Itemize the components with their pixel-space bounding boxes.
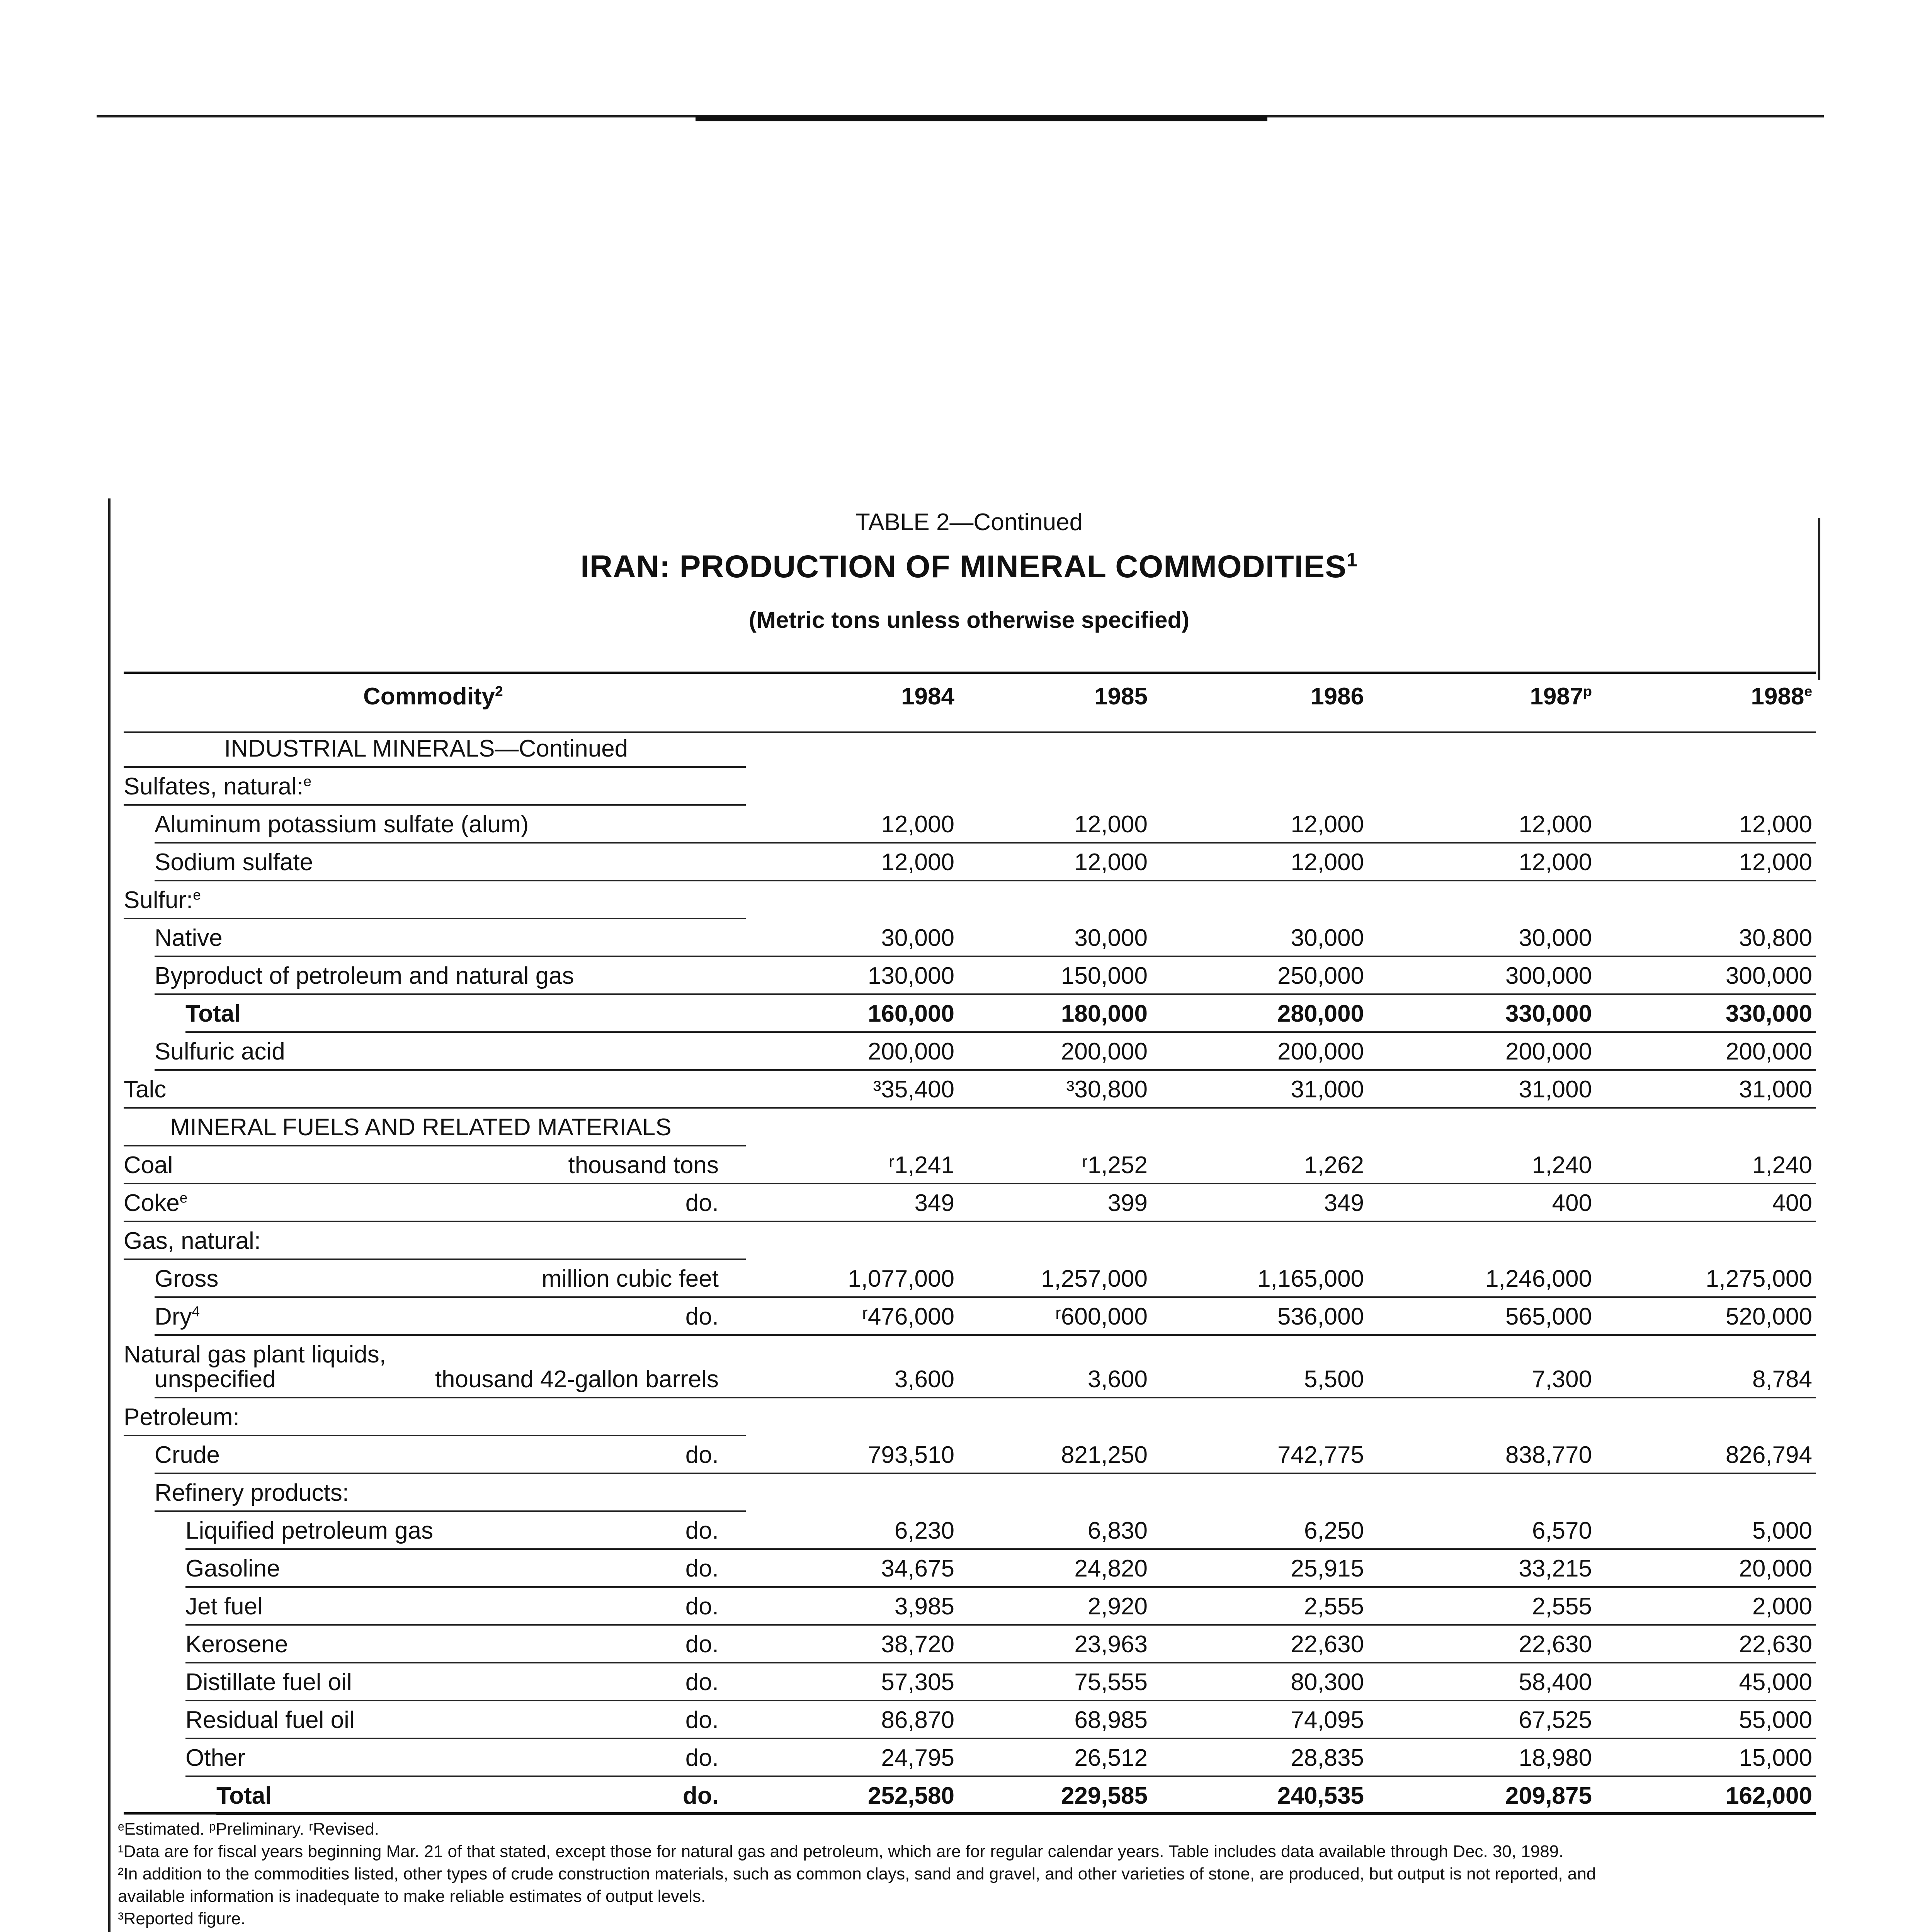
value-cell: 5,000: [1752, 1517, 1812, 1544]
value-cell: 6,570: [1532, 1517, 1592, 1544]
row-rule: [155, 1510, 746, 1512]
value-cell: 821,250: [1061, 1442, 1148, 1468]
value-cell: 25,915: [1291, 1555, 1364, 1582]
value-cell: 26,512: [1074, 1745, 1148, 1771]
row-rule: [185, 1662, 1816, 1663]
row-unit: thousand 42-gallon barrels: [435, 1366, 719, 1393]
value-cell: 12,000: [1074, 849, 1148, 876]
row-unit: do.: [685, 1190, 719, 1216]
table-row: [0, 1362, 1932, 1397]
row-label: Refinery products:: [155, 1480, 349, 1506]
value-cell: 200,000: [1505, 1038, 1592, 1065]
row-rule: [124, 1145, 746, 1146]
value-cell: 86,870: [881, 1707, 954, 1733]
value-cell: 742,775: [1277, 1442, 1364, 1468]
row-label: Gasoline: [185, 1555, 280, 1582]
table-caption: TABLE 2—Continued: [855, 509, 1083, 536]
value-cell: 826,794: [1725, 1442, 1812, 1468]
value-cell: 349: [1324, 1190, 1364, 1216]
value-cell: 5,500: [1304, 1366, 1364, 1393]
row-unit: do.: [683, 1782, 719, 1809]
value-cell: 6,250: [1304, 1517, 1364, 1544]
value-cell: 38,720: [881, 1631, 954, 1658]
value-cell: 2,000: [1752, 1593, 1812, 1620]
value-cell: 209,875: [1505, 1782, 1592, 1809]
value-cell: 12,000: [1074, 811, 1148, 838]
value-cell: 24,820: [1074, 1555, 1148, 1582]
table-row: [0, 959, 1932, 993]
value-cell: 300,000: [1505, 963, 1592, 989]
value-cell: 22,630: [1291, 1631, 1364, 1658]
value-cell: 330,000: [1725, 1000, 1812, 1027]
row-label: MINERAL FUELS AND RELATED MATERIALS: [170, 1114, 672, 1141]
value-cell: 330,000: [1505, 1000, 1592, 1027]
table-footnotes: [118, 1818, 1818, 1932]
row-label: Residual fuel oil: [185, 1707, 355, 1733]
value-cell: 1,240: [1532, 1152, 1592, 1179]
value-cell: 8,784: [1752, 1366, 1812, 1393]
value-cell: 34,675: [881, 1555, 954, 1582]
value-cell: 520,000: [1725, 1303, 1812, 1330]
row-rule: [155, 1296, 1816, 1298]
row-unit: do.: [685, 1517, 719, 1544]
row-unit: do.: [685, 1442, 719, 1468]
value-cell: ʳ1,252: [1082, 1152, 1148, 1179]
commodity-header: Commodity$^2$: [363, 683, 503, 710]
row-unit: million cubic feet: [541, 1265, 719, 1292]
value-cell: 58,400: [1519, 1669, 1592, 1696]
value-cell: 349: [914, 1190, 954, 1216]
row-rule: [124, 1259, 746, 1260]
value-cell: 2,555: [1304, 1593, 1364, 1620]
top-rule-accent: [696, 116, 1267, 121]
value-cell: 3,600: [894, 1366, 954, 1393]
table-row: [0, 1224, 1932, 1259]
row-rule: [155, 1473, 1816, 1474]
value-cell: 536,000: [1277, 1303, 1364, 1330]
value-cell: 12,000: [1519, 849, 1592, 876]
row-rule: [124, 918, 746, 919]
row-rule: [155, 1397, 1816, 1398]
year-header-1984: 1984: [901, 683, 954, 710]
footnote-3: ³Reported figure.: [118, 1909, 246, 1928]
row-rule: [185, 1031, 1816, 1033]
value-cell: 229,585: [1061, 1782, 1148, 1809]
row-label: unspecified: [155, 1366, 276, 1393]
value-cell: 400: [1552, 1190, 1592, 1216]
row-rule: [185, 1738, 1816, 1739]
table-row: [0, 1703, 1932, 1738]
value-cell: 3,985: [894, 1593, 954, 1620]
value-cell: 74,095: [1291, 1707, 1364, 1733]
row-unit: do.: [685, 1707, 719, 1733]
value-cell: 22,630: [1519, 1631, 1592, 1658]
row-label: Sulfur:$^e$: [124, 886, 201, 913]
value-cell: 399: [1107, 1190, 1148, 1216]
value-cell: 793,510: [867, 1442, 954, 1468]
row-label: Liquified petroleum gas: [185, 1517, 434, 1544]
value-cell: 6,830: [1087, 1517, 1148, 1544]
table-row: [0, 1514, 1932, 1548]
table-top-rule: [124, 672, 1816, 674]
value-cell: 28,835: [1291, 1745, 1364, 1771]
row-label: Petroleum:: [124, 1404, 240, 1430]
row-label: INDUSTRIAL MINERALS—Continued: [224, 735, 628, 762]
row-label: Natural gas plant liquids,: [124, 1341, 386, 1368]
row-unit: do.: [685, 1593, 719, 1620]
row-unit: do.: [685, 1555, 719, 1582]
row-rule: [155, 993, 1816, 995]
value-cell: 1,165,000: [1257, 1265, 1364, 1292]
value-cell: 12,000: [1291, 849, 1364, 876]
value-cell: 12,000: [881, 849, 954, 876]
year-header-1985: 1985: [1094, 683, 1148, 710]
row-label: Total: [185, 1000, 241, 1027]
value-cell: ʳ600,000: [1055, 1303, 1148, 1330]
value-cell: 2,920: [1087, 1593, 1148, 1620]
value-cell: 6,230: [894, 1517, 954, 1544]
row-rule: [124, 1435, 746, 1436]
table-header-row: [0, 679, 1932, 714]
row-rule: [185, 1700, 1816, 1701]
table-row: [0, 1299, 1932, 1334]
value-cell: 12,000: [1291, 811, 1364, 838]
row-label: Aluminum potassium sulfate (alum): [155, 811, 529, 838]
value-cell: 7,300: [1532, 1366, 1592, 1393]
value-cell: 22,630: [1739, 1631, 1812, 1658]
row-label: Coke$^e$: [124, 1189, 188, 1216]
table-row: [0, 1148, 1932, 1183]
table-row: [0, 769, 1932, 804]
table-row: [0, 1476, 1932, 1510]
row-unit: do.: [685, 1669, 719, 1696]
footnote-1: ¹Data are for fiscal years beginning Mar. 21 of that stated, except those for natural gas and petroleum, which are for regular calendar years. Table includes data available through Dec. 30, 1989.: [118, 1842, 1564, 1861]
right-margin-bar: [1818, 518, 1820, 680]
table-row: [0, 1589, 1932, 1624]
value-cell: 30,800: [1739, 925, 1812, 951]
value-cell: 150,000: [1061, 963, 1148, 989]
row-label: Total: [216, 1782, 272, 1809]
value-cell: ʳ476,000: [862, 1303, 954, 1330]
value-cell: ³35,400: [873, 1076, 954, 1103]
value-cell: 20,000: [1739, 1555, 1812, 1582]
row-rule: [185, 1776, 1816, 1777]
value-cell: 200,000: [867, 1038, 954, 1065]
value-cell: 1,240: [1752, 1152, 1812, 1179]
value-cell: 565,000: [1505, 1303, 1592, 1330]
row-rule: [155, 956, 1816, 957]
row-label: Sodium sulfate: [155, 849, 313, 876]
value-cell: ³30,800: [1066, 1076, 1148, 1103]
value-cell: 1,262: [1304, 1152, 1364, 1179]
table-row: [0, 807, 1932, 842]
table-row: [0, 883, 1932, 918]
table-row: [0, 1779, 1932, 1813]
row-rule: [124, 804, 746, 806]
value-cell: 12,000: [1739, 811, 1812, 838]
footnote-4: [118, 1930, 1818, 1932]
value-cell: 300,000: [1725, 963, 1812, 989]
table-row: [0, 1551, 1932, 1586]
row-label: Dry$^4$: [155, 1303, 200, 1330]
row-label: Sulfates, natural:$^e$: [124, 773, 311, 800]
footnote-2-cont: available information is inadequate to make reliable estimates of output levels.: [118, 1887, 706, 1906]
row-unit: do.: [685, 1745, 719, 1771]
value-cell: 23,963: [1074, 1631, 1148, 1658]
value-cell: 1,077,000: [848, 1265, 954, 1292]
value-cell: 15,000: [1739, 1745, 1812, 1771]
table-row: [0, 1400, 1932, 1435]
value-cell: 130,000: [867, 963, 954, 989]
row-unit: do.: [685, 1631, 719, 1658]
table-row: [0, 1665, 1932, 1700]
value-cell: 252,580: [867, 1782, 954, 1809]
row-label: Byproduct of petroleum and natural gas: [155, 963, 574, 989]
row-label: Jet fuel: [185, 1593, 263, 1620]
table-row: [0, 997, 1932, 1031]
table-row: [0, 921, 1932, 956]
value-cell: 12,000: [881, 811, 954, 838]
value-cell: 30,000: [881, 925, 954, 951]
value-cell: 200,000: [1277, 1038, 1364, 1065]
value-cell: 1,257,000: [1041, 1265, 1148, 1292]
value-cell: 12,000: [1519, 811, 1592, 838]
value-cell: 30,000: [1291, 925, 1364, 951]
value-cell: 240,535: [1277, 1782, 1364, 1809]
row-rule: [124, 1183, 1816, 1184]
row-label: Gas, natural:: [124, 1228, 261, 1254]
row-rule: [185, 1548, 1816, 1550]
section-heading-row: [0, 1110, 1932, 1145]
year-header-1986: 1986: [1311, 683, 1364, 710]
table-row: [0, 1741, 1932, 1776]
value-cell: ʳ1,241: [888, 1152, 954, 1179]
value-cell: 33,215: [1519, 1555, 1592, 1582]
value-cell: 162,000: [1725, 1782, 1812, 1809]
row-label: Talc: [124, 1076, 167, 1103]
row-label: Other: [185, 1745, 246, 1771]
table-row: [0, 1072, 1932, 1107]
value-cell: 55,000: [1739, 1707, 1812, 1733]
row-label: Crude: [155, 1442, 220, 1468]
table-row: [0, 1262, 1932, 1296]
row-label: Native: [155, 925, 223, 951]
value-cell: 31,000: [1291, 1076, 1364, 1103]
value-cell: 838,770: [1505, 1442, 1592, 1468]
table-bottom-rule: [124, 1812, 1816, 1815]
table-row: [0, 1186, 1932, 1221]
table-title: IRAN: PRODUCTION OF MINERAL COMMODITIES$^1$: [580, 549, 1358, 584]
row-rule: [124, 1221, 1816, 1222]
value-cell: 31,000: [1739, 1076, 1812, 1103]
row-rule: [155, 880, 1816, 881]
value-cell: 280,000: [1277, 1000, 1364, 1027]
row-rule: [124, 766, 746, 768]
table-row: [0, 1438, 1932, 1473]
row-unit: do.: [685, 1303, 719, 1330]
value-cell: 30,000: [1074, 925, 1148, 951]
row-rule: [155, 1069, 1816, 1071]
row-label: Kerosene: [185, 1631, 288, 1658]
value-cell: 68,985: [1074, 1707, 1148, 1733]
footnote-symbols: ᵉEstimated. ᵖPreliminary. ʳRevised.: [118, 1820, 379, 1838]
value-cell: 18,980: [1519, 1745, 1592, 1771]
value-cell: 2,555: [1532, 1593, 1592, 1620]
value-cell: 3,600: [1087, 1366, 1148, 1393]
table-row: [0, 1034, 1932, 1069]
row-label: Coal: [124, 1152, 173, 1179]
row-label: Gross: [155, 1265, 219, 1292]
value-cell: 180,000: [1061, 1000, 1148, 1027]
row-unit: thousand tons: [568, 1152, 719, 1179]
value-cell: 57,305: [881, 1669, 954, 1696]
row-rule: [155, 1334, 1816, 1336]
value-cell: 80,300: [1291, 1669, 1364, 1696]
section-heading-row: [0, 731, 1932, 766]
value-cell: 1,246,000: [1485, 1265, 1592, 1292]
row-rule: [155, 842, 1816, 844]
value-cell: 24,795: [881, 1745, 954, 1771]
table-row: [0, 845, 1932, 880]
value-cell: 67,525: [1519, 1707, 1592, 1733]
value-cell: 250,000: [1277, 963, 1364, 989]
row-rule: [185, 1586, 1816, 1588]
year-header-1987: 1987$^p$: [1530, 683, 1592, 710]
row-label: Distillate fuel oil: [185, 1669, 352, 1696]
value-cell: 160,000: [867, 1000, 954, 1027]
value-cell: 1,275,000: [1706, 1265, 1812, 1292]
value-cell: 400: [1772, 1190, 1812, 1216]
footnote-2: ²In addition to the commodities listed, other types of crude construction materials, such as common clays, sand and gravel, and other varieties of stone, are produced, but output is not reported, and: [118, 1864, 1596, 1883]
table-row: [0, 1627, 1932, 1662]
value-cell: 31,000: [1519, 1076, 1592, 1103]
value-cell: 12,000: [1739, 849, 1812, 876]
value-cell: 45,000: [1739, 1669, 1812, 1696]
row-rule: [185, 1624, 1816, 1626]
table-subtitle: (Metric tons unless otherwise specified): [748, 607, 1190, 633]
value-cell: 30,000: [1519, 925, 1592, 951]
year-header-1988: 1988e: [1751, 683, 1812, 710]
value-cell: 75,555: [1074, 1669, 1148, 1696]
row-label: Sulfuric acid: [155, 1038, 285, 1065]
value-cell: 200,000: [1725, 1038, 1812, 1065]
row-rule: [124, 1107, 1816, 1109]
value-cell: 200,000: [1061, 1038, 1148, 1065]
